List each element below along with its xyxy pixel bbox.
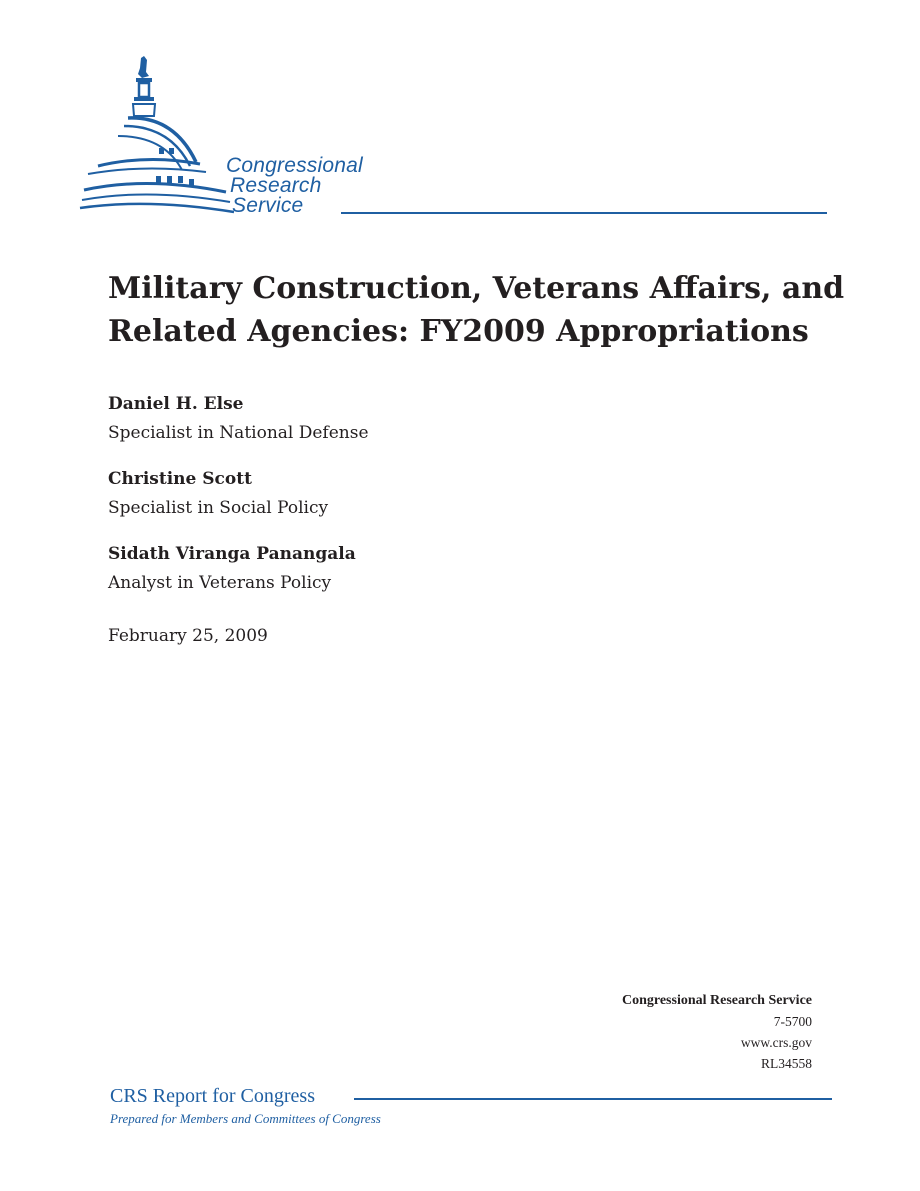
footer-title: CRS Report for Congress	[110, 1085, 315, 1107]
report-id: RL34558	[760, 1056, 812, 1071]
crs-number: 7-5700	[773, 1014, 812, 1029]
footer-rule	[354, 1098, 832, 1100]
crs-org-name: Congressional Research Service	[621, 993, 812, 1008]
author-role: Specialist in Social Policy	[108, 498, 329, 518]
organization-logo-text	[226, 156, 363, 216]
author-role: Analyst in Veterans Policy	[108, 573, 332, 593]
crs-website: www.crs.gov	[740, 1035, 812, 1050]
report-title: Military Construction, Veterans Affairs, and Related Agencies: FY2009 Appropriations	[108, 271, 845, 349]
logo-line-1: Congressional	[226, 154, 363, 177]
logo-rule	[341, 212, 827, 214]
capitol-dome-icon	[78, 52, 238, 222]
author-block	[108, 390, 369, 448]
logo-line-3: Service	[232, 194, 304, 217]
author-name: Sidath Viranga Panangala	[108, 544, 356, 564]
logo-line-2: Research	[230, 174, 322, 197]
author-block	[108, 465, 328, 523]
crs-info-block	[622, 990, 812, 1074]
author-role: Specialist in National Defense	[108, 423, 369, 443]
report-date: February 25, 2009	[108, 626, 268, 646]
footer-subtitle: Prepared for Members and Committees of Congress	[110, 1111, 381, 1126]
author-block	[108, 540, 356, 598]
author-name: Daniel H. Else	[108, 394, 244, 414]
author-name: Christine Scott	[108, 469, 252, 489]
